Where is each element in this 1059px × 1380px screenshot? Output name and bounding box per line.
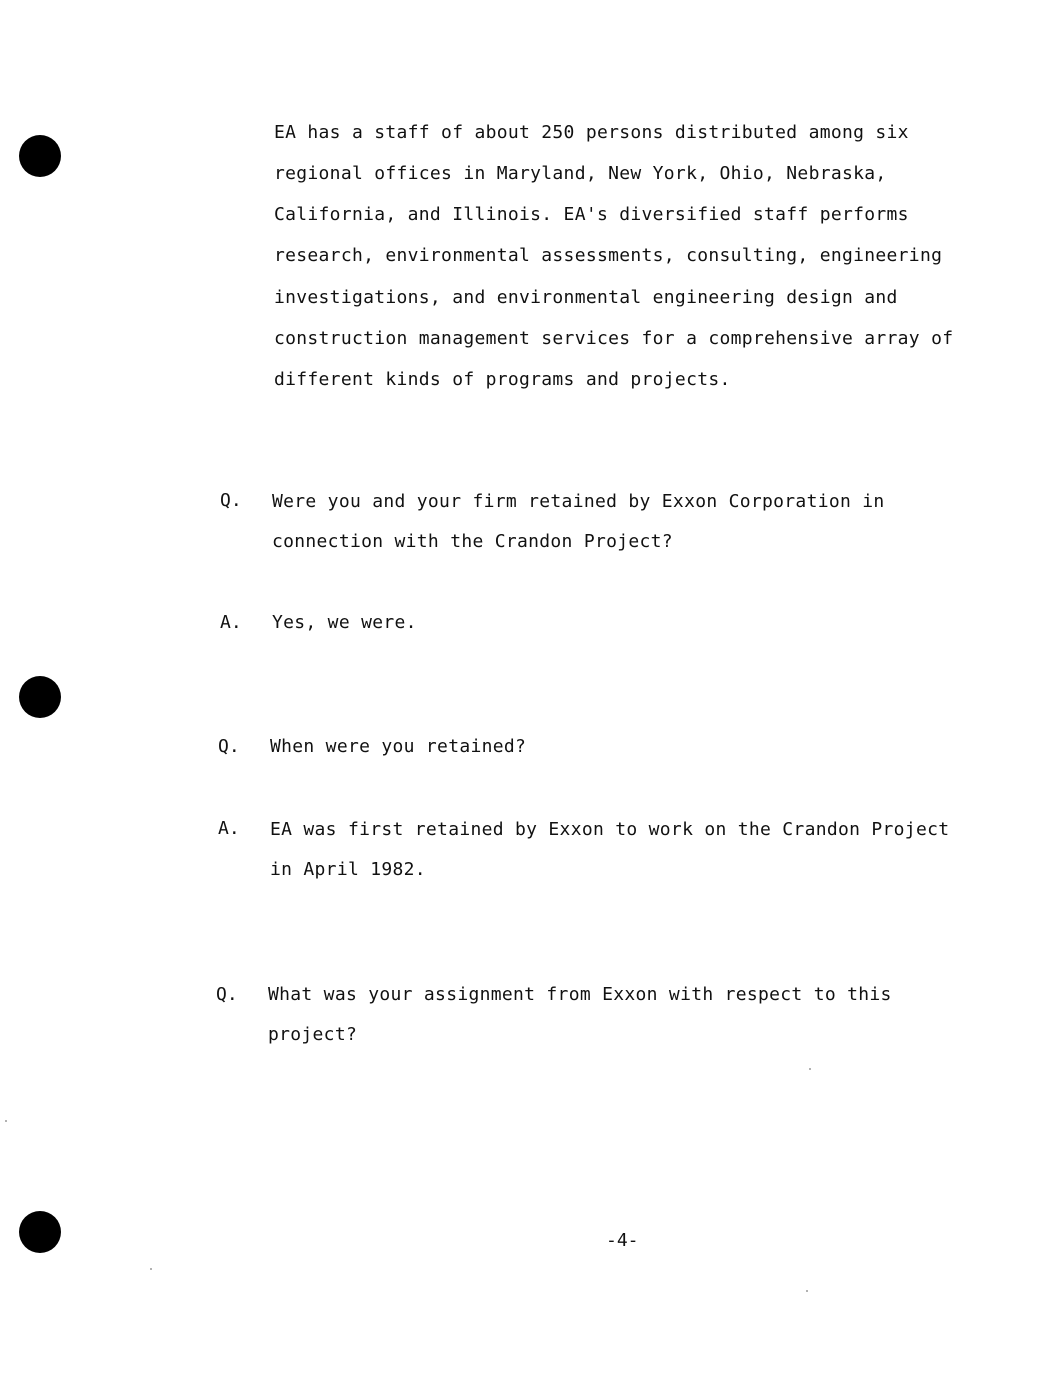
punch-hole-middle	[19, 676, 61, 718]
paragraph-line: construction management services for a comprehensive array of	[274, 328, 954, 349]
answer-text-line: EA was first retained by Exxon to work on the Crandon Project	[270, 819, 950, 840]
page-number: -4-	[606, 1230, 639, 1251]
paragraph-line: research, environmental assessments, consulting, engineering	[274, 245, 943, 266]
paragraph-line: California, and Illinois. EA's diversified staff performs	[274, 204, 909, 225]
paragraph-line: EA has a staff of about 250 persons distributed among six	[274, 122, 909, 143]
punch-hole-bottom	[19, 1211, 61, 1253]
scan-speck	[5, 1120, 7, 1122]
paragraph-line: investigations, and environmental engineering design and	[274, 287, 898, 308]
answer-marker: A.	[218, 818, 240, 839]
paragraph-line: different kinds of programs and projects.	[274, 369, 731, 390]
question-text-line: project?	[268, 1024, 358, 1045]
scan-speck	[150, 1268, 152, 1270]
answer-marker: A.	[220, 612, 242, 633]
question-marker: Q.	[220, 490, 242, 511]
question-text-line: When were you retained?	[270, 736, 527, 757]
answer-text-line: Yes, we were.	[272, 612, 417, 633]
question-text-line: connection with the Crandon Project?	[272, 531, 673, 552]
question-marker: Q.	[216, 984, 238, 1005]
scan-speck	[806, 1290, 808, 1292]
punch-hole-top	[19, 135, 61, 177]
answer-text-line: in April 1982.	[270, 859, 426, 880]
question-text-line: Were you and your firm retained by Exxon Corporation in	[272, 491, 885, 512]
question-text-line: What was your assignment from Exxon with respect to this	[268, 984, 892, 1005]
question-marker: Q.	[218, 736, 240, 757]
scan-speck	[809, 1068, 811, 1070]
paragraph-line: regional offices in Maryland, New York, Ohio, Nebraska,	[274, 163, 887, 184]
